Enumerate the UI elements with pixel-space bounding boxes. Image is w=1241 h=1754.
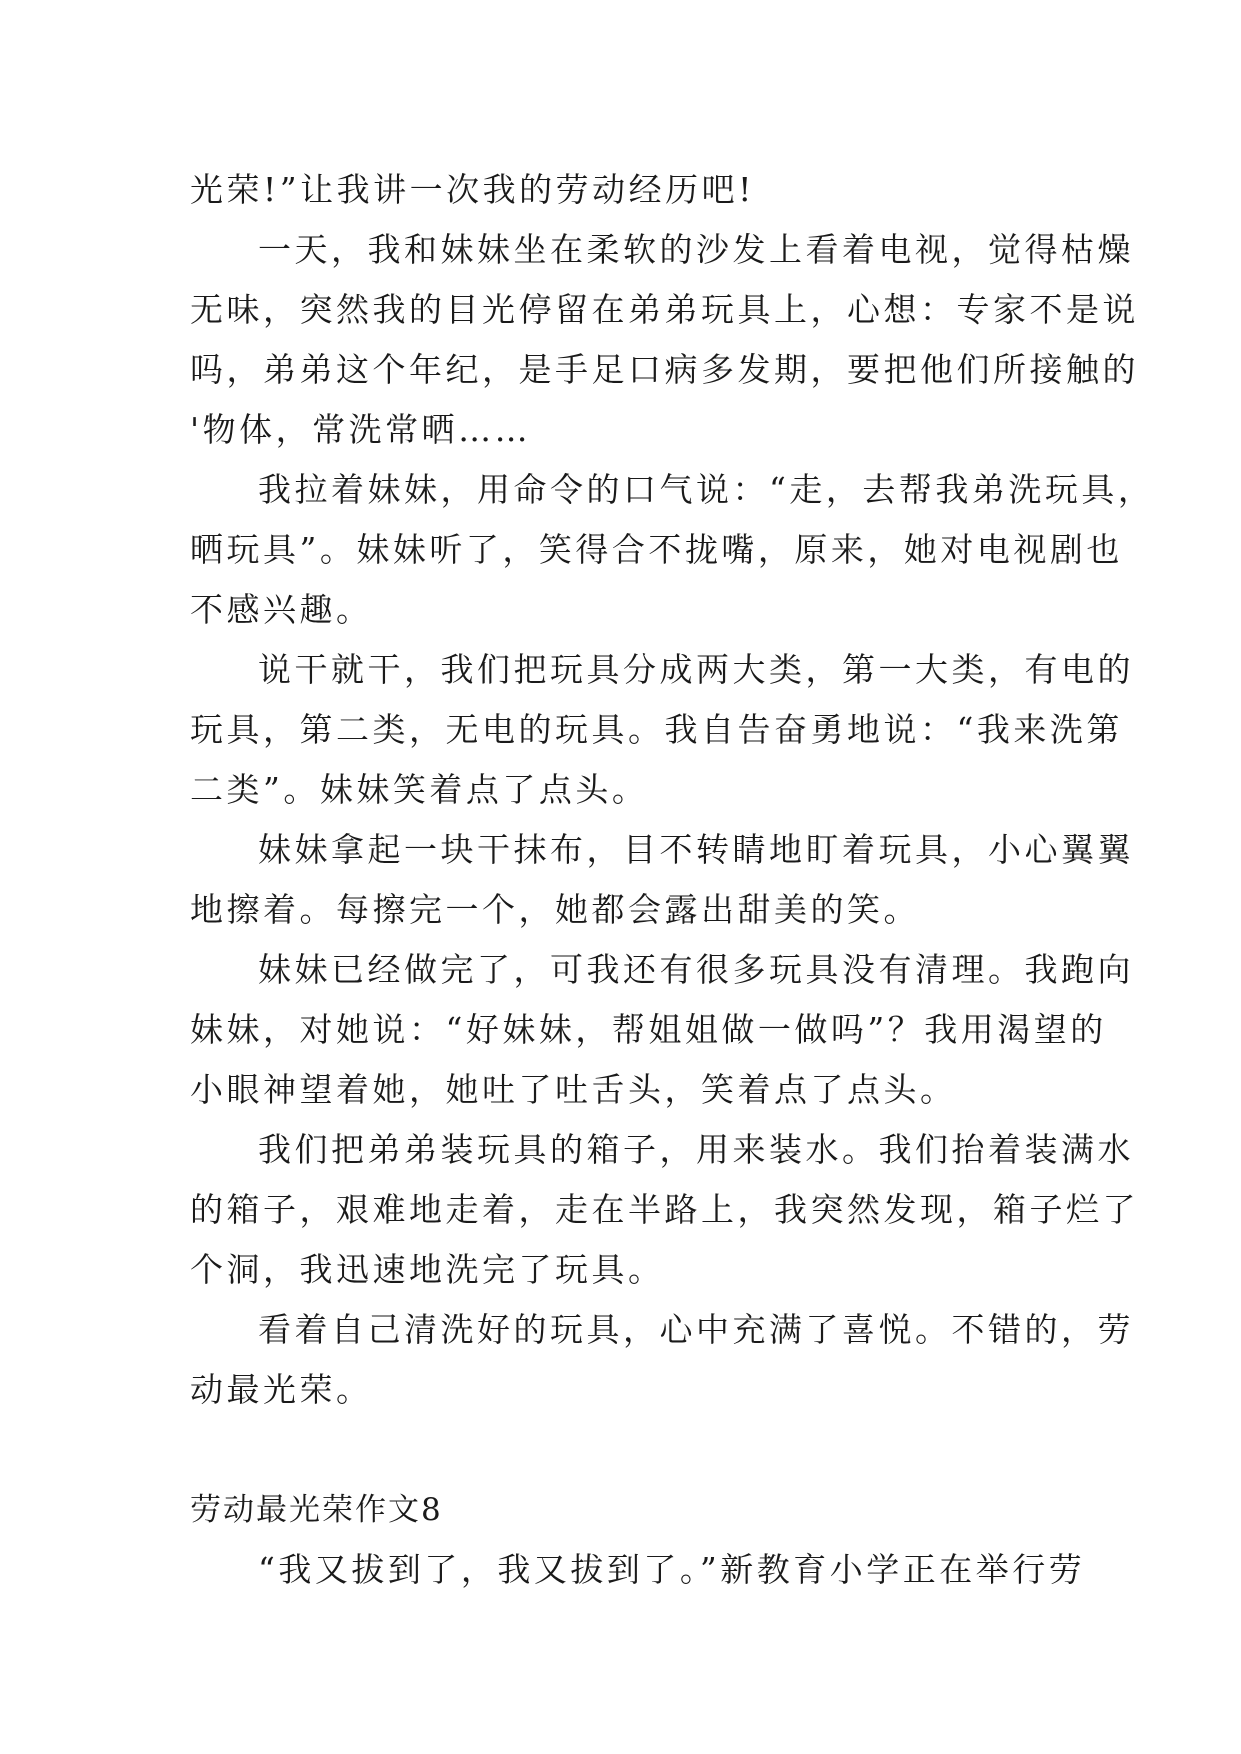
text-line: 晒玩具”。妹妹听了，笑得合不拢嘴，原来，她对电视剧也 bbox=[190, 530, 1123, 569]
text-line: 光荣!”让我讲一次我的劳动经历吧! bbox=[190, 170, 755, 209]
text-line: 玩具，第二类，无电的玩具。我自告奋勇地说：“我来洗第 bbox=[190, 710, 1123, 749]
paragraph-gap bbox=[190, 1420, 1060, 1480]
text-line: 二类”。妹妹笑着点了点头。 bbox=[190, 770, 649, 809]
text-line: 动最光荣。 bbox=[190, 1370, 373, 1409]
text-line: 小眼神望着她，她吐了吐舌头，笑着点了点头。 bbox=[190, 1070, 957, 1109]
paragraph-start-line: 妹妹拿起一块干抹布，目不转睛地盯着玩具，小心翼翼 bbox=[258, 830, 1134, 869]
section-heading: 劳动最光荣作文8 bbox=[190, 1492, 443, 1528]
paragraph-start-line: 我拉着妹妹，用命令的口气说：“走，去帮我弟洗玩具， bbox=[258, 470, 1155, 509]
paragraph-start-line: 说干就干，我们把玩具分成两大类，第一大类，有电的 bbox=[258, 650, 1134, 689]
paragraph-start-line: 一天，我和妹妹坐在柔软的沙发上看着电视，觉得枯燥 bbox=[258, 230, 1134, 269]
text-line: 个洞，我迅速地洗完了玩具。 bbox=[190, 1250, 665, 1289]
document-page bbox=[190, 160, 1155, 1600]
paragraph-start-line: 我们把弟弟装玩具的箱子，用来装水。我们抬着装满水 bbox=[258, 1130, 1134, 1169]
text-line: 妹妹，对她说：“好妹妹，帮姐姐做一做吗”？我用渴望的 bbox=[190, 1010, 1107, 1049]
text-line: 无味，突然我的目光停留在弟弟玩具上，心想：专家不是说 bbox=[190, 290, 1139, 329]
paragraph-start-line: 看着自己清洗好的玩具，心中充满了喜悦。不错的，劳 bbox=[258, 1310, 1134, 1349]
text-line: '物体，常洗常晒…… bbox=[190, 410, 532, 449]
text-line: 吗，弟弟这个年纪，是手足口病多发期，要把他们所接触的 bbox=[190, 350, 1139, 389]
paragraph-start-line: 妹妹已经做完了，可我还有很多玩具没有清理。我跑向 bbox=[258, 950, 1134, 989]
paragraph-start-line: “我又拔到了，我又拔到了。”新教育小学正在举行劳 bbox=[258, 1550, 1086, 1589]
text-line: 的箱子，艰难地走着，走在半路上，我突然发现，箱子烂了 bbox=[190, 1190, 1139, 1229]
text-line: 不感兴趣。 bbox=[190, 590, 373, 629]
text-line: 地擦着。每擦完一个，她都会露出甜美的笑。 bbox=[190, 890, 920, 929]
